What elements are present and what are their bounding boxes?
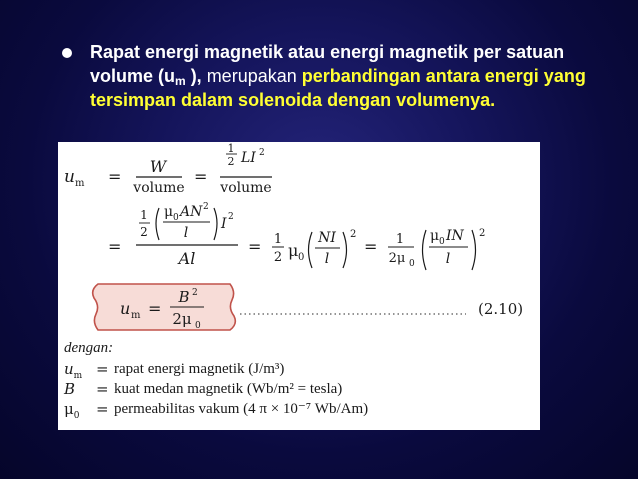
- volume-label: volume: [133, 180, 185, 196]
- equals-sign: =: [364, 237, 378, 256]
- al-term: Al: [178, 249, 196, 268]
- half-denominator: 2: [140, 225, 148, 239]
- mu-subscript: 0: [409, 259, 415, 269]
- li-exponent: 2: [259, 148, 265, 158]
- mu-subscript: 0: [173, 213, 179, 223]
- um-symbol: u: [120, 299, 131, 318]
- equals-sign: =: [194, 167, 208, 186]
- bullet-text-part2: ),: [185, 66, 202, 86]
- left-paren: [423, 230, 427, 270]
- mu-subscript: 0: [439, 237, 445, 247]
- two-mu: 2μ: [172, 310, 192, 328]
- um-subscript: m: [75, 178, 85, 189]
- definition-symbol: B: [64, 380, 76, 398]
- left-paren: [309, 232, 313, 268]
- bullet-text-highlight: perbandingan antara energi yang tersimpan dalam solenoida dengan volumenya.: [90, 66, 586, 110]
- length-l: l: [183, 225, 189, 241]
- length-l: l: [324, 251, 330, 267]
- um-subscript: m: [131, 310, 141, 321]
- equals-sign: =: [108, 167, 122, 186]
- square-exponent: 2: [350, 229, 357, 240]
- equals-sign: =: [248, 237, 262, 256]
- li-term: LI: [241, 150, 256, 166]
- current-exponent: 2: [228, 212, 234, 222]
- bullet-dot: [62, 48, 72, 58]
- highlight-box: [93, 284, 236, 330]
- right-paren: [214, 208, 217, 240]
- definition-equals: =: [96, 360, 109, 378]
- half-denominator: 2: [227, 155, 235, 168]
- b-exponent: 2: [192, 288, 198, 298]
- length-l: l: [445, 251, 451, 267]
- definition-equals: =: [96, 400, 109, 418]
- volume-label: volume: [220, 180, 272, 196]
- bullet-text-part3: merupakan: [201, 66, 297, 86]
- half-denominator: 2: [273, 250, 283, 265]
- um-symbol: u: [64, 167, 75, 187]
- bullet-text-part1: Rapat energi magnetik atau energi magnetik per satuan volume (u: [90, 42, 565, 86]
- ni-term: NI: [318, 230, 336, 246]
- definition-equals: =: [96, 380, 109, 398]
- formula-figure: [58, 142, 540, 430]
- an-term: AN: [180, 204, 203, 220]
- half-numerator: 1: [227, 142, 235, 155]
- bullet-text: [90, 40, 610, 112]
- current-i: I: [221, 216, 227, 232]
- equation-number: (2.10): [478, 300, 524, 318]
- fraction-numerator: 1: [395, 232, 405, 247]
- an-exponent: 2: [203, 202, 209, 212]
- bullet-text-sub: m: [175, 74, 186, 88]
- b-field: B: [178, 288, 190, 306]
- equals-sign: =: [148, 299, 162, 318]
- definition-text: rapat energi magnetik (J/m³): [114, 361, 285, 377]
- dengan-label: dengan:: [64, 340, 114, 356]
- square-exponent: 2: [479, 228, 486, 239]
- definition-symbol: $\mu_0$: [64, 400, 80, 421]
- two-mu: 2μ: [388, 251, 406, 266]
- mu-symbol: μ: [288, 241, 299, 260]
- equals-sign: =: [108, 237, 122, 256]
- energy-w: W: [149, 157, 167, 176]
- half-numerator: 1: [140, 208, 148, 222]
- mu-symbol: μ: [430, 228, 440, 244]
- in-term: IN: [446, 228, 464, 244]
- right-paren: [343, 232, 347, 268]
- definition-text: kuat medan magnetik (Wb/m² = tesla): [114, 381, 343, 397]
- mu-subscript: 0: [195, 321, 201, 331]
- right-paren: [472, 230, 476, 270]
- mu-symbol: μ: [164, 204, 174, 220]
- left-paren: [156, 208, 159, 240]
- definition-text: permeabilitas vakum (4 π × 10⁻⁷ Wb/Am): [114, 401, 369, 417]
- mu-subscript: 0: [298, 252, 305, 263]
- definition-symbol: $u_m$: [64, 360, 83, 381]
- half-numerator: 1: [273, 232, 283, 247]
